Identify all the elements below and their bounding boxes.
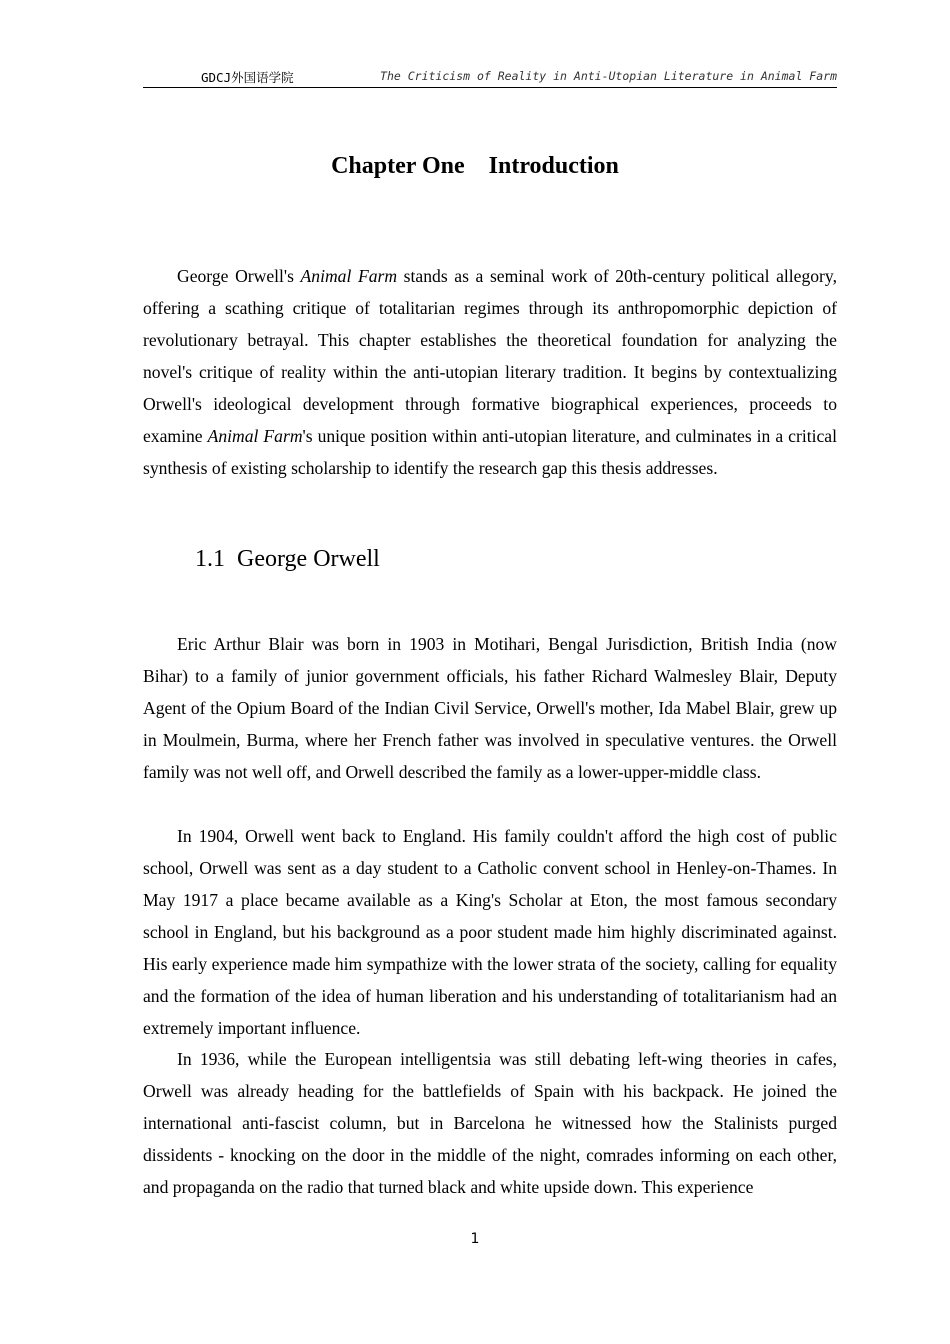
intro-book-title-2: Animal Farm [207, 426, 303, 446]
section-heading: 1.1 George Orwell [195, 546, 380, 572]
intro-text-1: George Orwell's [177, 266, 301, 286]
chapter-title: Chapter One Introduction [331, 153, 619, 179]
body-paragraph-3: In 1936, while the European intelligentsia was still debating left-wing theories in cafes, Orwell was already heading for the battlefields of Spain with his backpack. He joined the international anti-fascist column, but in Barcelona he witnessed how the Stalinists purged dissidents - knocking on the door in the middle of the night, comrades informing on each other, and propaganda on the radio that turned black and white upside down. This experience [143, 1049, 837, 1197]
intro-book-title-1: Animal Farm [300, 266, 398, 286]
running-header [143, 66, 837, 88]
intro-paragraph [143, 260, 837, 484]
body-paragraph-1: Eric Arthur Blair was born in 1903 in Motihari, Bengal Jurisdiction, British India (now Bihar) to a family of junior government officials, his father Richard Walmesley Blair, Deputy Agent of the Opium Board of the Indian Civil Service, Orwell's mother, Ida Mabel Blair, grew up in Moulmein, Burma, where her French father was involved in speculative ventures. the Orwell family was not well off, and Orwell described the family as a lower-upper-middle class. [143, 634, 837, 782]
intro-text-2: stands as a seminal work of 20th-century political allegory, offering a scathing critique of totalitarian regimes through its anthropomorphic depiction of revolutionary betrayal. This chapter establishes the theoretical foundation for analyzing the novel's critique of reality within the anti-utopian literary tradition. It begins by contextualizing Orwell's ideological development through formative biographical experiences, proceeds to examine [143, 266, 837, 446]
header-institution: GDCJ外国语学院 [201, 70, 294, 85]
header-thesis-title: The Criticism of Reality in Anti-Utopian Literature in Animal Farm [380, 69, 837, 83]
page-number: 1 [470, 1231, 480, 1247]
intro-text-3: 's unique position within anti-utopian literature, and culminates in a critical synthesis of existing scholarship to identify the research gap this thesis addresses. [143, 426, 838, 478]
body-paragraph-2: In 1904, Orwell went back to England. His family couldn't afford the high cost of public school, Orwell was sent as a day student to a Catholic convent school in Henley-on-Thames. In May 1917 a place became available as a King's Scholar at Eton, the most famous secondary school in England, but his background as a poor student made him highly discriminated against. His early experience made him sympathize with the lower strata of the society, calling for equality and the formation of the idea of human liberation and his understanding of totalitarianism had an extremely important influence. [143, 826, 837, 1038]
